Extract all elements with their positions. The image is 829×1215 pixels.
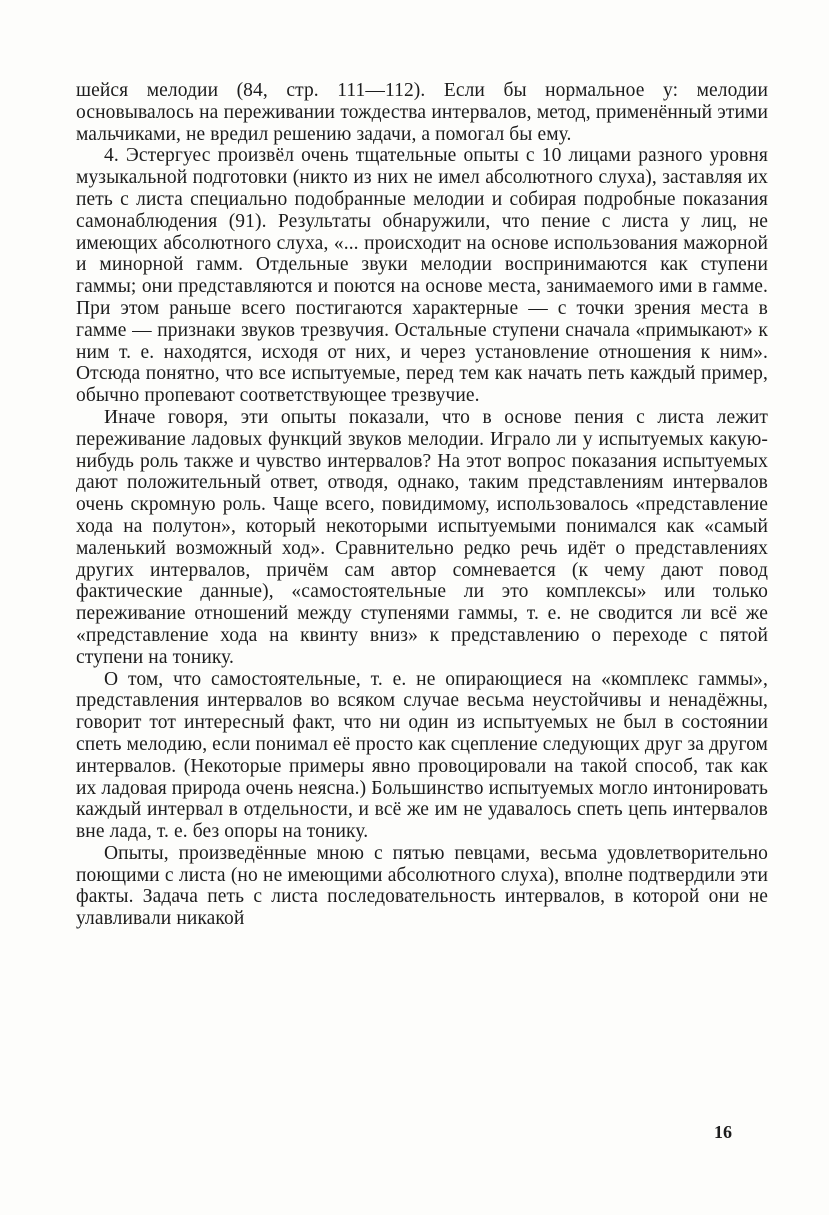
paragraph-continuation: шейся мелодии (84, стр. 111—112). Если бы нормальное у: мелодии основывалось на переживании тождества интервалов, метод, применённый этими мальчиками, не вредил решению задачи, а помогал бы ему. [76, 80, 768, 145]
paragraph-interval-representations: О том, что самостоятельные, т. е. не опирающиеся на «комплекс гаммы», представления интервалов во всяком случае весьма неустойчивы и ненадёжны, говорит тот интересный факт, что ни один из испытуемых не был в состоянии спеть мелодию, если понимал её просто как сцепление следующих друг за другом интервалов. (Некоторые примеры явно провоцировали на такой способ, так как их ладовая природа очень неясна.) Большинство испытуемых могло интонировать каждый интервал в отдельности, и всё же им не удавалось спеть цепь интервалов вне лада, т. е. без опоры на тонику. [76, 668, 768, 843]
paragraph-author-experiments: Опыты, произведённые мною с пятью певцами, весьма удовлетворительно поющими с листа (но не имеющими абсолютного слуха), вполне подтвердили эти факты. Задача петь с листа последовательность интервалов, в которой они не улавливали никакой [76, 842, 768, 930]
page-body-text [76, 80, 768, 930]
page-number: 16 [714, 1122, 732, 1142]
paragraph-modal-functions: Иначе говоря, эти опыты показали, что в основе пения с листа лежит переживание ладовых функций звуков мелодии. Играло ли у испытуемых какую-нибудь роль также и чувство интервалов? На этот вопрос показания испытуемых дают положительный ответ, отводя, однако, таким представлениям интервалов очень скромную роль. Чаще всего, повидимому, использовалось «представление хода на полутон», который некоторыми испытуемыми понимался как «самый маленький возможный ход». Сравнительно редко речь идёт о представлениях других интервалов, причём сам автор сомневается (к чему дают повод фактические данные), «самостоятельные ли это комплексы» или только переживание отношений между ступенями гаммы, т. е. не сводится ли всё же «представление хода на квинту вниз» к представлению о переходе с пятой ступени на тонику. [76, 406, 768, 668]
paragraph-esterguez-experiments: 4. Эстергуес произвёл очень тщательные опыты с 10 лицами разного уровня музыкальной подготовки (никто из них не имел абсолютного слуха), заставляя их петь с листа специально подобранные мелодии и собирая подробные показания самонаблюдения (91). Результаты обнаружили, что пение с листа у лиц, не имеющих абсолютного слуха, «... происходит на основе использования мажорной и минорной гамм. Отдельные звуки мелодии воспринимаются как ступени гаммы; они представляются и поются на основе места, занимаемого ими в гамме. При этом раньше всего постигаются характерные — с точки зрения места в гамме — признаки звуков трезвучия. Остальные ступени сначала «примыкают» к ним т. е. находятся, исходя от них, и через установление отношения к ним». Отсюда понятно, что все испытуемые, перед тем как начать петь каждый пример, обычно пропевают соответствующее трезвучие. [76, 145, 768, 407]
